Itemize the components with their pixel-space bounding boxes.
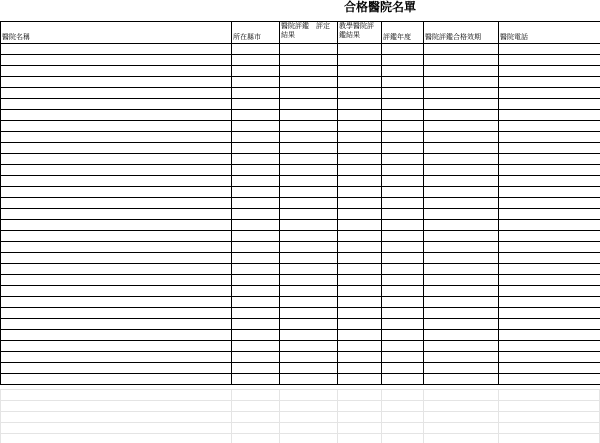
table-row <box>1 143 600 154</box>
cell-phone[interactable] <box>499 77 600 88</box>
cell-teaching-eval-result[interactable] <box>338 220 382 231</box>
cell-eval-validity[interactable] <box>424 165 499 176</box>
table-row <box>1 242 600 253</box>
table-row <box>1 165 600 176</box>
cell-city[interactable] <box>232 198 280 209</box>
cell-eval-year[interactable] <box>382 275 424 286</box>
cell-city[interactable] <box>232 88 280 99</box>
cell-eval-year[interactable] <box>382 187 424 198</box>
cell-eval-validity[interactable] <box>424 198 499 209</box>
table-row <box>1 275 600 286</box>
cell-hospital-name[interactable] <box>1 341 232 352</box>
table-row <box>1 308 600 319</box>
cell-eval-year[interactable] <box>382 242 424 253</box>
header-eval-year[interactable]: 評鑑年度 <box>382 22 424 44</box>
header-eval-validity[interactable]: 醫院評鑑合格效期 <box>424 22 499 44</box>
cell-city[interactable] <box>232 121 280 132</box>
table-row <box>1 220 600 231</box>
cell-eval-year[interactable] <box>382 44 424 55</box>
cell-teaching-eval-result[interactable] <box>338 55 382 66</box>
cell-hospital-name[interactable] <box>1 88 232 99</box>
cell-eval-validity[interactable] <box>424 275 499 286</box>
table-row <box>1 352 600 363</box>
cell-hospital-name[interactable] <box>1 330 232 341</box>
cell-eval-year[interactable] <box>382 121 424 132</box>
cell-eval-validity[interactable] <box>424 319 499 330</box>
cell-eval-year[interactable] <box>382 132 424 143</box>
cell-city[interactable] <box>232 352 280 363</box>
cell-eval-year[interactable] <box>382 66 424 77</box>
cell-hospital-name[interactable] <box>1 220 232 231</box>
cell-city[interactable] <box>232 154 280 165</box>
cell-eval-validity[interactable] <box>424 44 499 55</box>
cell-teaching-eval-result[interactable] <box>338 66 382 77</box>
cell-city[interactable] <box>232 209 280 220</box>
cell-city[interactable] <box>232 330 280 341</box>
cell-teaching-eval-result[interactable] <box>338 308 382 319</box>
cell-hospital-name[interactable] <box>1 242 232 253</box>
cell-city[interactable] <box>232 363 280 374</box>
cell-city[interactable] <box>232 176 280 187</box>
cell-eval-validity[interactable] <box>424 341 499 352</box>
cell-hospital-eval-result[interactable] <box>280 66 338 77</box>
cell-hospital-name[interactable] <box>1 363 232 374</box>
cell-hospital-eval-result[interactable] <box>280 88 338 99</box>
cell-city[interactable] <box>232 220 280 231</box>
table-row <box>1 363 600 374</box>
header-phone[interactable]: 醫院電話 <box>499 22 600 44</box>
cell-hospital-eval-result[interactable] <box>280 209 338 220</box>
cell-city[interactable] <box>232 99 280 110</box>
cell-phone[interactable] <box>499 198 600 209</box>
cell-phone[interactable] <box>499 286 600 297</box>
cell-eval-validity[interactable] <box>424 297 499 308</box>
cell-eval-validity[interactable] <box>424 363 499 374</box>
cell-teaching-eval-result[interactable] <box>338 110 382 121</box>
cell-eval-validity[interactable] <box>424 330 499 341</box>
header-city[interactable]: 所在縣市 <box>232 22 280 44</box>
cell-eval-validity[interactable] <box>424 308 499 319</box>
cell-hospital-name[interactable] <box>1 319 232 330</box>
cell-hospital-name[interactable] <box>1 132 232 143</box>
cell-teaching-eval-result[interactable] <box>338 330 382 341</box>
cell-hospital-name[interactable] <box>1 44 232 55</box>
cell-hospital-eval-result[interactable] <box>280 231 338 242</box>
cell-hospital-eval-result[interactable] <box>280 308 338 319</box>
cell-hospital-eval-result[interactable] <box>280 77 338 88</box>
cell-eval-year[interactable] <box>382 319 424 330</box>
cell-hospital-name[interactable] <box>1 187 232 198</box>
cell-eval-year[interactable] <box>382 99 424 110</box>
cell-phone[interactable] <box>499 110 600 121</box>
faded-column-line <box>0 389 1 443</box>
cell-eval-year[interactable] <box>382 220 424 231</box>
cell-eval-year[interactable] <box>382 231 424 242</box>
faded-column-line <box>423 389 424 443</box>
cell-city[interactable] <box>232 66 280 77</box>
cell-phone[interactable] <box>499 264 600 275</box>
cell-phone[interactable] <box>499 121 600 132</box>
cell-phone[interactable] <box>499 319 600 330</box>
table-row <box>1 374 600 385</box>
cell-city[interactable] <box>232 264 280 275</box>
cell-teaching-eval-result[interactable] <box>338 187 382 198</box>
cell-eval-year[interactable] <box>382 286 424 297</box>
header-hospital-eval-result[interactable]: 醫院評鑑 評定結果 <box>280 22 338 44</box>
cell-phone[interactable] <box>499 297 600 308</box>
faded-gridline <box>0 422 600 423</box>
cell-hospital-name[interactable] <box>1 99 232 110</box>
cell-hospital-name[interactable] <box>1 253 232 264</box>
cell-phone[interactable] <box>499 99 600 110</box>
cell-hospital-eval-result[interactable] <box>280 154 338 165</box>
cell-teaching-eval-result[interactable] <box>338 297 382 308</box>
cell-teaching-eval-result[interactable] <box>338 154 382 165</box>
cell-city[interactable] <box>232 187 280 198</box>
cell-teaching-eval-result[interactable] <box>338 286 382 297</box>
cell-teaching-eval-result[interactable] <box>338 198 382 209</box>
table-row <box>1 330 600 341</box>
cell-hospital-eval-result[interactable] <box>280 363 338 374</box>
cell-eval-year[interactable] <box>382 110 424 121</box>
cell-teaching-eval-result[interactable] <box>338 176 382 187</box>
cell-eval-validity[interactable] <box>424 132 499 143</box>
cell-city[interactable] <box>232 143 280 154</box>
cell-phone[interactable] <box>499 44 600 55</box>
cell-teaching-eval-result[interactable] <box>338 253 382 264</box>
cell-hospital-name[interactable] <box>1 231 232 242</box>
cell-phone[interactable] <box>499 374 600 385</box>
cell-eval-validity[interactable] <box>424 286 499 297</box>
cell-city[interactable] <box>232 275 280 286</box>
cell-teaching-eval-result[interactable] <box>338 242 382 253</box>
cell-city[interactable] <box>232 242 280 253</box>
cell-eval-validity[interactable] <box>424 352 499 363</box>
cell-teaching-eval-result[interactable] <box>338 341 382 352</box>
cell-teaching-eval-result[interactable] <box>338 319 382 330</box>
cell-city[interactable] <box>232 319 280 330</box>
cell-hospital-eval-result[interactable] <box>280 220 338 231</box>
cell-eval-validity[interactable] <box>424 55 499 66</box>
cell-eval-year[interactable] <box>382 198 424 209</box>
table-row <box>1 319 600 330</box>
table-row <box>1 176 600 187</box>
header-teaching-eval-result[interactable]: 教學醫院評鑑結果 <box>338 22 382 44</box>
table-row <box>1 99 600 110</box>
cell-hospital-name[interactable] <box>1 264 232 275</box>
cell-hospital-eval-result[interactable] <box>280 99 338 110</box>
faded-gridline <box>0 411 600 412</box>
cell-hospital-eval-result[interactable] <box>280 198 338 209</box>
cell-phone[interactable] <box>499 253 600 264</box>
cell-eval-year[interactable] <box>382 363 424 374</box>
cell-eval-validity[interactable] <box>424 154 499 165</box>
cell-phone[interactable] <box>499 352 600 363</box>
table-row <box>1 110 600 121</box>
table-row <box>1 198 600 209</box>
cell-phone[interactable] <box>499 242 600 253</box>
cell-eval-year[interactable] <box>382 77 424 88</box>
cell-hospital-eval-result[interactable] <box>280 352 338 363</box>
cell-eval-validity[interactable] <box>424 99 499 110</box>
cell-hospital-eval-result[interactable] <box>280 253 338 264</box>
cell-eval-validity[interactable] <box>424 66 499 77</box>
table-row <box>1 77 600 88</box>
table-row <box>1 88 600 99</box>
cell-hospital-eval-result[interactable] <box>280 176 338 187</box>
cell-hospital-eval-result[interactable] <box>280 264 338 275</box>
cell-hospital-name[interactable] <box>1 165 232 176</box>
cell-city[interactable] <box>232 231 280 242</box>
cell-city[interactable] <box>232 132 280 143</box>
cell-hospital-name[interactable] <box>1 143 232 154</box>
cell-teaching-eval-result[interactable] <box>338 143 382 154</box>
table-row <box>1 55 600 66</box>
cell-phone[interactable] <box>499 66 600 77</box>
table-row <box>1 209 600 220</box>
cell-city[interactable] <box>232 253 280 264</box>
cell-eval-year[interactable] <box>382 264 424 275</box>
cell-eval-validity[interactable] <box>424 77 499 88</box>
cell-teaching-eval-result[interactable] <box>338 77 382 88</box>
cell-teaching-eval-result[interactable] <box>338 165 382 176</box>
cell-hospital-name[interactable] <box>1 286 232 297</box>
cell-eval-validity[interactable] <box>424 187 499 198</box>
cell-teaching-eval-result[interactable] <box>338 88 382 99</box>
cell-city[interactable] <box>232 77 280 88</box>
sheet-title: 合格醫院名單 <box>343 0 416 14</box>
cell-phone[interactable] <box>499 231 600 242</box>
table-row <box>1 44 600 55</box>
faded-column-line <box>498 389 499 443</box>
cell-hospital-eval-result[interactable] <box>280 242 338 253</box>
cell-city[interactable] <box>232 341 280 352</box>
cell-hospital-eval-result[interactable] <box>280 374 338 385</box>
cell-eval-year[interactable] <box>382 176 424 187</box>
table-row <box>1 264 600 275</box>
cell-hospital-eval-result[interactable] <box>280 165 338 176</box>
cell-phone[interactable] <box>499 55 600 66</box>
cell-hospital-name[interactable] <box>1 209 232 220</box>
cell-hospital-eval-result[interactable] <box>280 275 338 286</box>
cell-hospital-name[interactable] <box>1 154 232 165</box>
cell-teaching-eval-result[interactable] <box>338 374 382 385</box>
cell-teaching-eval-result[interactable] <box>338 44 382 55</box>
faded-column-line <box>337 389 338 443</box>
cell-eval-year[interactable] <box>382 209 424 220</box>
cell-teaching-eval-result[interactable] <box>338 209 382 220</box>
cell-phone[interactable] <box>499 165 600 176</box>
faded-gridline <box>0 433 600 434</box>
cell-eval-year[interactable] <box>382 352 424 363</box>
cell-teaching-eval-result[interactable] <box>338 275 382 286</box>
cell-eval-year[interactable] <box>382 330 424 341</box>
cell-eval-validity[interactable] <box>424 121 499 132</box>
cell-phone[interactable] <box>499 308 600 319</box>
cell-teaching-eval-result[interactable] <box>338 231 382 242</box>
cell-phone[interactable] <box>499 132 600 143</box>
hospital-table <box>0 21 600 385</box>
cell-hospital-name[interactable] <box>1 275 232 286</box>
cell-teaching-eval-result[interactable] <box>338 121 382 132</box>
cell-phone[interactable] <box>499 363 600 374</box>
cell-city[interactable] <box>232 44 280 55</box>
cell-hospital-name[interactable] <box>1 308 232 319</box>
cell-phone[interactable] <box>499 275 600 286</box>
faded-column-line <box>231 389 232 443</box>
cell-eval-year[interactable] <box>382 165 424 176</box>
cell-hospital-name[interactable] <box>1 374 232 385</box>
cell-eval-validity[interactable] <box>424 110 499 121</box>
table-body <box>1 44 600 385</box>
cell-city[interactable] <box>232 297 280 308</box>
cell-teaching-eval-result[interactable] <box>338 99 382 110</box>
cell-hospital-eval-result[interactable] <box>280 132 338 143</box>
cell-hospital-name[interactable] <box>1 66 232 77</box>
cell-phone[interactable] <box>499 176 600 187</box>
table-row <box>1 297 600 308</box>
cell-hospital-name[interactable] <box>1 110 232 121</box>
faded-column-line <box>381 389 382 443</box>
cell-eval-year[interactable] <box>382 374 424 385</box>
cell-eval-year[interactable] <box>382 143 424 154</box>
faded-empty-rows <box>0 389 600 443</box>
cell-eval-validity[interactable] <box>424 242 499 253</box>
cell-phone[interactable] <box>499 88 600 99</box>
cell-eval-validity[interactable] <box>424 209 499 220</box>
table-row <box>1 231 600 242</box>
hospital-table-region <box>0 21 600 385</box>
cell-phone[interactable] <box>499 209 600 220</box>
cell-eval-year[interactable] <box>382 341 424 352</box>
cell-eval-validity[interactable] <box>424 253 499 264</box>
cell-hospital-name[interactable] <box>1 121 232 132</box>
table-row <box>1 187 600 198</box>
cell-phone[interactable] <box>499 341 600 352</box>
cell-phone[interactable] <box>499 220 600 231</box>
table-row <box>1 132 600 143</box>
cell-hospital-name[interactable] <box>1 77 232 88</box>
cell-teaching-eval-result[interactable] <box>338 132 382 143</box>
cell-eval-year[interactable] <box>382 253 424 264</box>
cell-city[interactable] <box>232 165 280 176</box>
cell-city[interactable] <box>232 55 280 66</box>
cell-teaching-eval-result[interactable] <box>338 363 382 374</box>
cell-hospital-name[interactable] <box>1 55 232 66</box>
cell-eval-year[interactable] <box>382 55 424 66</box>
faded-gridline <box>0 400 600 401</box>
cell-teaching-eval-result[interactable] <box>338 352 382 363</box>
cell-city[interactable] <box>232 110 280 121</box>
cell-hospital-eval-result[interactable] <box>280 319 338 330</box>
cell-hospital-eval-result[interactable] <box>280 121 338 132</box>
cell-eval-validity[interactable] <box>424 374 499 385</box>
cell-eval-year[interactable] <box>382 308 424 319</box>
cell-hospital-eval-result[interactable] <box>280 187 338 198</box>
cell-hospital-eval-result[interactable] <box>280 330 338 341</box>
cell-city[interactable] <box>232 308 280 319</box>
cell-hospital-eval-result[interactable] <box>280 44 338 55</box>
table-row <box>1 286 600 297</box>
cell-phone[interactable] <box>499 330 600 341</box>
faded-column-line <box>279 389 280 443</box>
cell-eval-validity[interactable] <box>424 264 499 275</box>
cell-phone[interactable] <box>499 187 600 198</box>
cell-hospital-name[interactable] <box>1 352 232 363</box>
cell-city[interactable] <box>232 374 280 385</box>
cell-hospital-name[interactable] <box>1 176 232 187</box>
cell-hospital-eval-result[interactable] <box>280 341 338 352</box>
cell-phone[interactable] <box>499 154 600 165</box>
cell-hospital-eval-result[interactable] <box>280 110 338 121</box>
cell-hospital-eval-result[interactable] <box>280 297 338 308</box>
header-hospital-name[interactable]: 醫院名稱 <box>1 22 232 44</box>
cell-teaching-eval-result[interactable] <box>338 264 382 275</box>
cell-hospital-name[interactable] <box>1 297 232 308</box>
table-row <box>1 66 600 77</box>
cell-hospital-eval-result[interactable] <box>280 286 338 297</box>
cell-city[interactable] <box>232 286 280 297</box>
cell-eval-validity[interactable] <box>424 143 499 154</box>
table-row <box>1 341 600 352</box>
cell-eval-validity[interactable] <box>424 88 499 99</box>
cell-eval-validity[interactable] <box>424 176 499 187</box>
header-row <box>1 22 600 44</box>
cell-hospital-eval-result[interactable] <box>280 55 338 66</box>
faded-gridline <box>0 389 600 390</box>
table-row <box>1 154 600 165</box>
cell-eval-validity[interactable] <box>424 231 499 242</box>
cell-hospital-eval-result[interactable] <box>280 143 338 154</box>
cell-hospital-name[interactable] <box>1 198 232 209</box>
cell-phone[interactable] <box>499 143 600 154</box>
table-row <box>1 253 600 264</box>
cell-eval-validity[interactable] <box>424 220 499 231</box>
cell-eval-year[interactable] <box>382 297 424 308</box>
cell-eval-year[interactable] <box>382 88 424 99</box>
cell-eval-year[interactable] <box>382 154 424 165</box>
table-row <box>1 121 600 132</box>
